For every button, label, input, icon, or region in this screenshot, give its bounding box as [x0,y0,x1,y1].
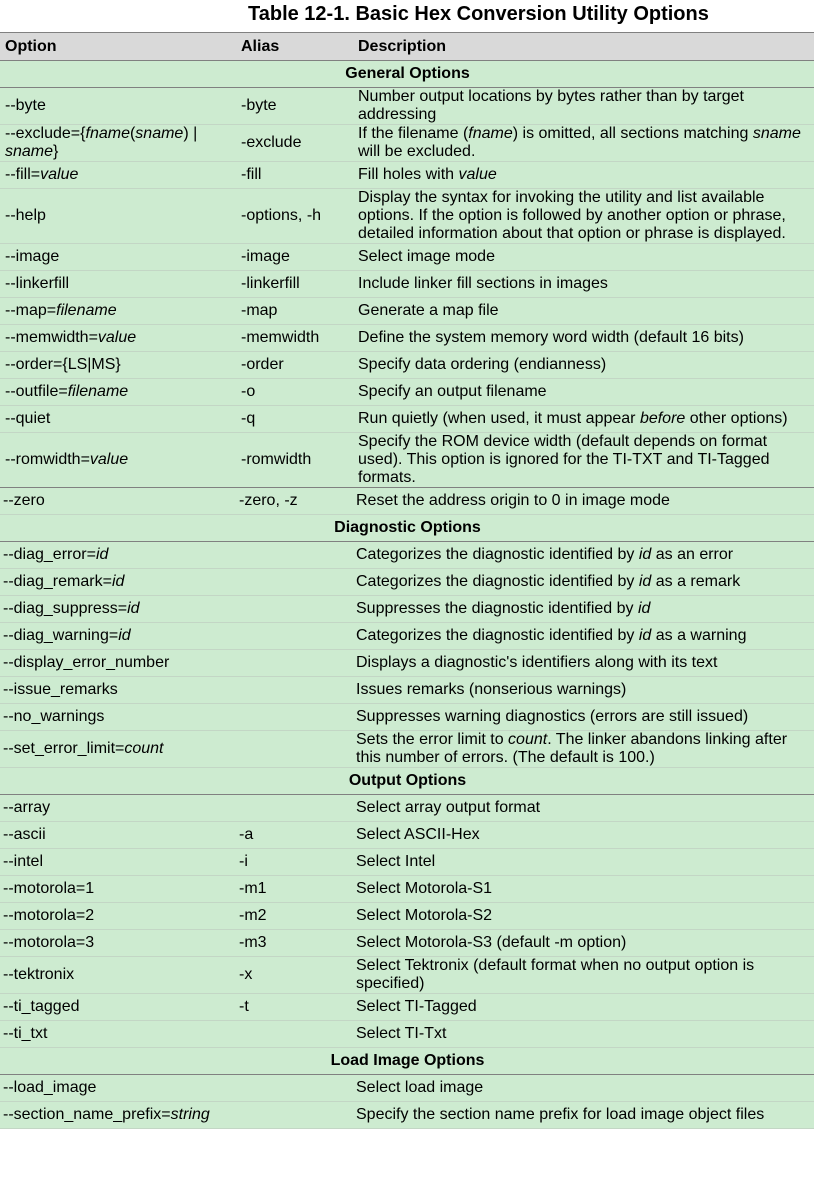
description-cell [353,849,814,876]
text-run: Display the syntax for invoking the utility and list available options. If the option is followed by another option or phrase, detailed information about that option or phrase is displayed. [358,189,786,242]
text-run: Fill holes with [358,166,459,183]
table-row [0,189,814,244]
text-run: as a warning [651,627,747,644]
text-run: --ti_txt [3,1025,48,1042]
alias-cell: -x [236,957,353,994]
option-cell [0,930,236,957]
description-cell [353,930,814,957]
description-cell [353,488,814,515]
text-run: --map= [5,302,57,319]
text-run: ) is omitted, all sections matching [512,125,753,142]
description-cell [353,903,814,930]
text-run: --section_name_prefix= [3,1106,171,1123]
text-run: Specify the section name prefix for load image object files [356,1106,765,1123]
table-row [0,849,814,876]
text-run: --motorola=3 [3,934,95,951]
text-run: --motorola=2 [3,907,95,924]
table-row [0,125,814,162]
description-cell [353,704,814,731]
description-cell [353,1021,814,1048]
text-run: --ascii [3,826,46,843]
table-row [0,1075,814,1102]
italic-term: filename [56,302,117,319]
option-cell [0,325,236,352]
table-row [0,704,814,731]
alias-cell: -m2 [236,903,353,930]
italic-term: sname [752,125,801,142]
text-run: --display_error_number [3,654,170,671]
header-row [0,33,814,61]
text-run: --diag_remark= [3,573,112,590]
alias-cell: -t [236,994,353,1021]
option-cell [0,244,236,271]
text-run: --motorola=1 [3,880,95,897]
table-header [0,33,814,61]
text-run: Specify the ROM device width (default depends on format used). This option is ignored for the TI-TXT and TI-Tagged formats. [358,433,770,486]
header-option: Option [0,33,236,61]
italic-term: id [118,627,131,644]
alias-cell: -options, -h [236,189,353,244]
table-row [0,433,814,488]
option-cell [0,596,236,623]
group-title: General Options [0,61,814,88]
option-cell [0,162,236,189]
text-run: --quiet [5,410,51,427]
text-run: Select Tektronix (default format when no output option is specified) [356,957,755,992]
text-run: Categorizes the diagnostic identified by [356,546,639,563]
table-row [0,569,814,596]
option-cell [0,352,236,379]
text-run: --set_error_limit= [3,740,125,757]
text-run: --byte [5,97,46,114]
group-header-row [0,768,814,795]
alias-cell: -memwidth [236,325,353,352]
description-cell [353,876,814,903]
text-run: --no_warnings [3,708,105,725]
alias-cell: -m1 [236,876,353,903]
description-cell [353,125,814,162]
option-cell [0,1102,236,1129]
table-row [0,1102,814,1129]
text-run: . The linker abandons linking after this number of errors. (The default is 100.) [356,731,788,766]
text-run: Issues remarks (nonserious warnings) [356,681,627,698]
italic-term: filename [67,383,129,400]
alias-cell: -fill [236,162,353,189]
text-run: --romwidth= [5,451,90,468]
option-cell [0,379,236,406]
text-run: --array [3,799,51,816]
text-run: Run quietly (when used, it must appear [358,410,640,427]
italic-term: sname [135,125,184,142]
text-run: ) | [183,125,198,142]
option-cell [0,1075,236,1102]
table-title: Table 12-1. Basic Hex Conversion Utility Options [248,3,709,25]
italic-term: id [638,546,652,563]
group-title: Output Options [0,768,814,795]
option-cell [0,650,236,677]
italic-term: sname [5,143,54,160]
text-run: Specify an output filename [358,383,547,400]
table-row [0,488,814,515]
option-cell [0,795,236,822]
header-description: Description [353,33,814,61]
description-cell [353,433,814,488]
alias-cell: -order [236,352,353,379]
text-run: as an error [651,546,734,563]
text-run: --diag_suppress= [3,600,128,617]
text-run: Categorizes the diagnostic identified by [356,627,639,644]
option-cell [0,903,236,930]
option-cell [0,623,236,650]
alias-cell [236,677,353,704]
text-run: Displays a diagnostic's identifiers along with its text [356,654,718,671]
text-run: Select Motorola-S1 [356,880,493,897]
italic-term: id [95,546,109,563]
italic-term: fname [85,125,130,142]
alias-cell: -zero, -z [236,488,353,515]
italic-term: id [637,600,651,617]
table-row [0,271,814,298]
italic-term: id [127,600,140,617]
text-run: --linkerfill [5,275,69,292]
description-cell [353,244,814,271]
text-run: --zero [3,492,45,509]
table-row [0,352,814,379]
option-cell [0,849,236,876]
alias-cell: -linkerfill [236,271,353,298]
text-run: --tektronix [3,966,75,983]
text-run: Select image mode [358,248,495,265]
option-cell [0,88,236,125]
italic-term: count [508,731,548,748]
text-run: Select Motorola-S2 [356,907,493,924]
description-cell [353,88,814,125]
description-cell [353,298,814,325]
description-cell [353,379,814,406]
table-row [0,244,814,271]
text-run: --order={LS|MS} [5,356,121,373]
text-run: Number output locations by bytes rather than by target addressing [358,88,744,123]
table-row [0,650,814,677]
table-row [0,795,814,822]
group-header-row [0,1048,814,1075]
description-cell [353,623,814,650]
text-run: If the filename ( [358,125,469,142]
header-alias: Alias [236,33,353,61]
text-run: Generate a map file [358,302,499,319]
text-run: --outfile= [5,383,68,400]
description-cell [353,352,814,379]
text-run: other options) [685,410,788,427]
table-row [0,994,814,1021]
table-row [0,325,814,352]
alias-cell [236,795,353,822]
alias-cell: -map [236,298,353,325]
italic-term: count [124,740,164,757]
alias-cell: -m3 [236,930,353,957]
italic-term: string [170,1106,210,1123]
option-cell [0,569,236,596]
alias-cell: -a [236,822,353,849]
text-run: --issue_remarks [3,681,118,698]
text-run: Categorizes the diagnostic identified by [356,573,639,590]
group-header-row [0,61,814,88]
description-cell [353,650,814,677]
text-run: } [53,143,59,160]
italic-term: value [40,166,79,183]
text-run: Select Motorola-S3 (default -m option) [356,934,627,951]
table-row [0,542,814,569]
text-run: will be excluded. [358,143,476,160]
table-body [0,61,814,1129]
text-run: Sets the error limit to [356,731,509,748]
description-cell [353,994,814,1021]
description-cell [353,1075,814,1102]
description-cell [353,325,814,352]
alias-cell [236,1021,353,1048]
italic-term: id [638,627,652,644]
text-run: Define the system memory word width (default 16 bits) [358,329,744,346]
text-run: Suppresses warning diagnostics (errors are still issued) [356,708,749,725]
text-run: --exclude={ [5,125,86,142]
table-row [0,88,814,125]
description-cell [353,271,814,298]
text-run: Select Intel [356,853,436,870]
option-cell [0,406,236,433]
option-cell [0,876,236,903]
text-run: Specify data ordering (endianness) [358,356,607,373]
alias-cell: -byte [236,88,353,125]
alias-cell [236,623,353,650]
table-row [0,298,814,325]
option-cell [0,488,236,515]
option-cell [0,189,236,244]
table-row [0,957,814,994]
option-cell [0,957,236,994]
text-run: Select load image [356,1079,484,1096]
table-row [0,1021,814,1048]
alias-cell: -romwidth [236,433,353,488]
table-row [0,379,814,406]
text-run: as a remark [651,573,741,590]
text-run: Select TI-Txt [356,1025,447,1042]
description-cell [353,162,814,189]
text-run: Select array output format [356,799,541,816]
text-run: Reset the address origin to 0 in image mode [356,492,670,509]
table-row [0,930,814,957]
text-run: --image [5,248,60,265]
option-cell [0,822,236,849]
description-cell [353,677,814,704]
alias-cell [236,1102,353,1129]
alias-cell: -exclude [236,125,353,162]
group-header-row [0,515,814,542]
text-run: Include linker fill sections in images [358,275,608,292]
italic-term: id [638,573,652,590]
option-cell [0,1021,236,1048]
alias-cell [236,731,353,768]
description-cell [353,189,814,244]
table-row [0,903,814,930]
italic-term: value [97,329,137,346]
description-cell [353,569,814,596]
alias-cell: -image [236,244,353,271]
alias-cell [236,542,353,569]
table-row [0,162,814,189]
italic-term: id [111,573,125,590]
option-cell [0,298,236,325]
description-cell [353,1102,814,1129]
description-cell [353,596,814,623]
text-run: Select ASCII-Hex [356,826,480,843]
table-row [0,731,814,768]
text-run: --diag_warning= [3,627,119,644]
alias-cell [236,1075,353,1102]
text-run: --memwidth= [5,329,98,346]
alias-cell [236,569,353,596]
text-run: --diag_error= [3,546,96,563]
table-row [0,406,814,433]
text-run: Select TI-Tagged [356,998,477,1015]
group-title: Load Image Options [0,1048,814,1075]
description-cell [353,542,814,569]
alias-cell: -o [236,379,353,406]
text-run: Suppresses the diagnostic identified by [356,600,638,617]
text-run: --load_image [3,1079,97,1096]
option-cell [0,731,236,768]
text-run: --intel [3,853,44,870]
description-cell [353,406,814,433]
option-cell [0,271,236,298]
italic-term: value [458,166,497,183]
italic-term: before [639,410,686,427]
option-cell [0,542,236,569]
alias-cell: -q [236,406,353,433]
option-cell [0,677,236,704]
italic-term: fname [468,125,513,142]
table-row [0,623,814,650]
option-cell [0,994,236,1021]
alias-cell [236,650,353,677]
option-cell [0,704,236,731]
text-run: --fill= [5,166,41,183]
table-row [0,596,814,623]
option-cell [0,125,236,162]
alias-cell [236,704,353,731]
table-row [0,876,814,903]
table-row [0,677,814,704]
options-table [0,32,814,1129]
description-cell [353,731,814,768]
text-run: --ti_tagged [3,998,80,1015]
description-cell [353,957,814,994]
table-row [0,822,814,849]
alias-cell [236,596,353,623]
description-cell [353,795,814,822]
option-cell [0,433,236,488]
italic-term: value [89,451,129,468]
text-run: ( [129,125,136,142]
description-cell [353,822,814,849]
alias-cell: -i [236,849,353,876]
text-run: --help [5,207,46,224]
group-title: Diagnostic Options [0,515,814,542]
